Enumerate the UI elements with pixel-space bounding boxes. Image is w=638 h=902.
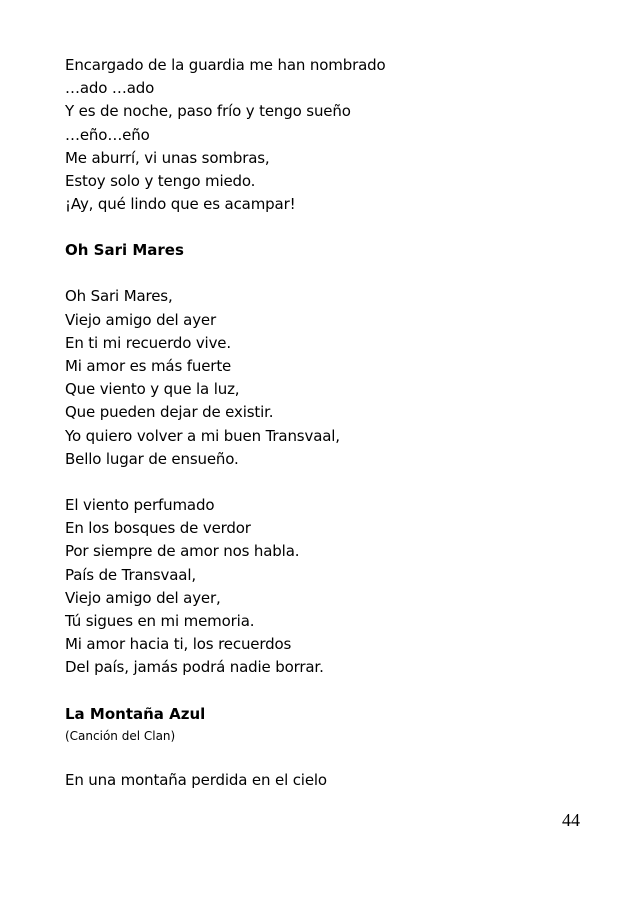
stanza bbox=[65, 285, 585, 471]
page-number: 44 bbox=[562, 810, 580, 830]
spacer bbox=[65, 262, 585, 285]
verse-line: En una montaña perdida en el cielo bbox=[65, 770, 327, 789]
verse-line: ¡Ay, qué lindo que es acampar! bbox=[65, 195, 296, 214]
verse-line: Me aburrí, vi unas sombras, bbox=[65, 148, 270, 167]
stanza bbox=[65, 54, 585, 216]
verse-line: Estoy solo y tengo miedo. bbox=[65, 172, 256, 191]
spacer bbox=[65, 746, 585, 769]
stanza bbox=[65, 494, 585, 680]
spacer bbox=[65, 216, 585, 239]
verse-line: Que viento y que la luz, bbox=[65, 380, 240, 399]
verse-line: En los bosques de verdor bbox=[65, 519, 251, 538]
verse-line: Y es de noche, paso frío y tengo sueño bbox=[65, 102, 351, 121]
verse-line: …ado …ado bbox=[65, 79, 155, 98]
verse-line: Mi amor es más fuerte bbox=[65, 357, 232, 376]
verse-line: Mi amor hacia ti, los recuerdos bbox=[65, 635, 292, 654]
verse-line: Por siempre de amor nos habla. bbox=[65, 542, 300, 561]
song-title: Oh Sari Mares bbox=[65, 241, 184, 260]
verse-line: Viejo amigo del ayer bbox=[65, 310, 217, 329]
verse-line: Viejo amigo del ayer, bbox=[65, 588, 221, 607]
verse-line: Bello lugar de ensueño. bbox=[65, 449, 239, 468]
verse-line: …eño…eño bbox=[65, 125, 150, 144]
verse-line: En ti mi recuerdo vive. bbox=[65, 333, 232, 352]
song-subtitle: (Canción del Clan) bbox=[65, 728, 176, 743]
verse-line: Encargado de la guardia me han nombrado bbox=[65, 56, 386, 74]
verse-line: Oh Sari Mares, bbox=[65, 287, 173, 306]
verse-line: Tú sigues en mi memoria. bbox=[65, 612, 255, 631]
verse-line: El viento perfumado bbox=[65, 496, 215, 515]
spacer bbox=[65, 680, 585, 703]
stanza bbox=[65, 769, 585, 792]
verse-line: Que pueden dejar de existir. bbox=[65, 403, 274, 422]
text-body bbox=[65, 54, 585, 792]
verse-line: País de Transvaal, bbox=[65, 565, 196, 584]
song-title: La Montaña Azul bbox=[65, 704, 206, 723]
spacer bbox=[65, 471, 585, 494]
verse-line: Del país, jamás podrá nadie borrar. bbox=[65, 658, 324, 677]
verse-line: Yo quiero volver a mi buen Transvaal, bbox=[65, 426, 340, 445]
